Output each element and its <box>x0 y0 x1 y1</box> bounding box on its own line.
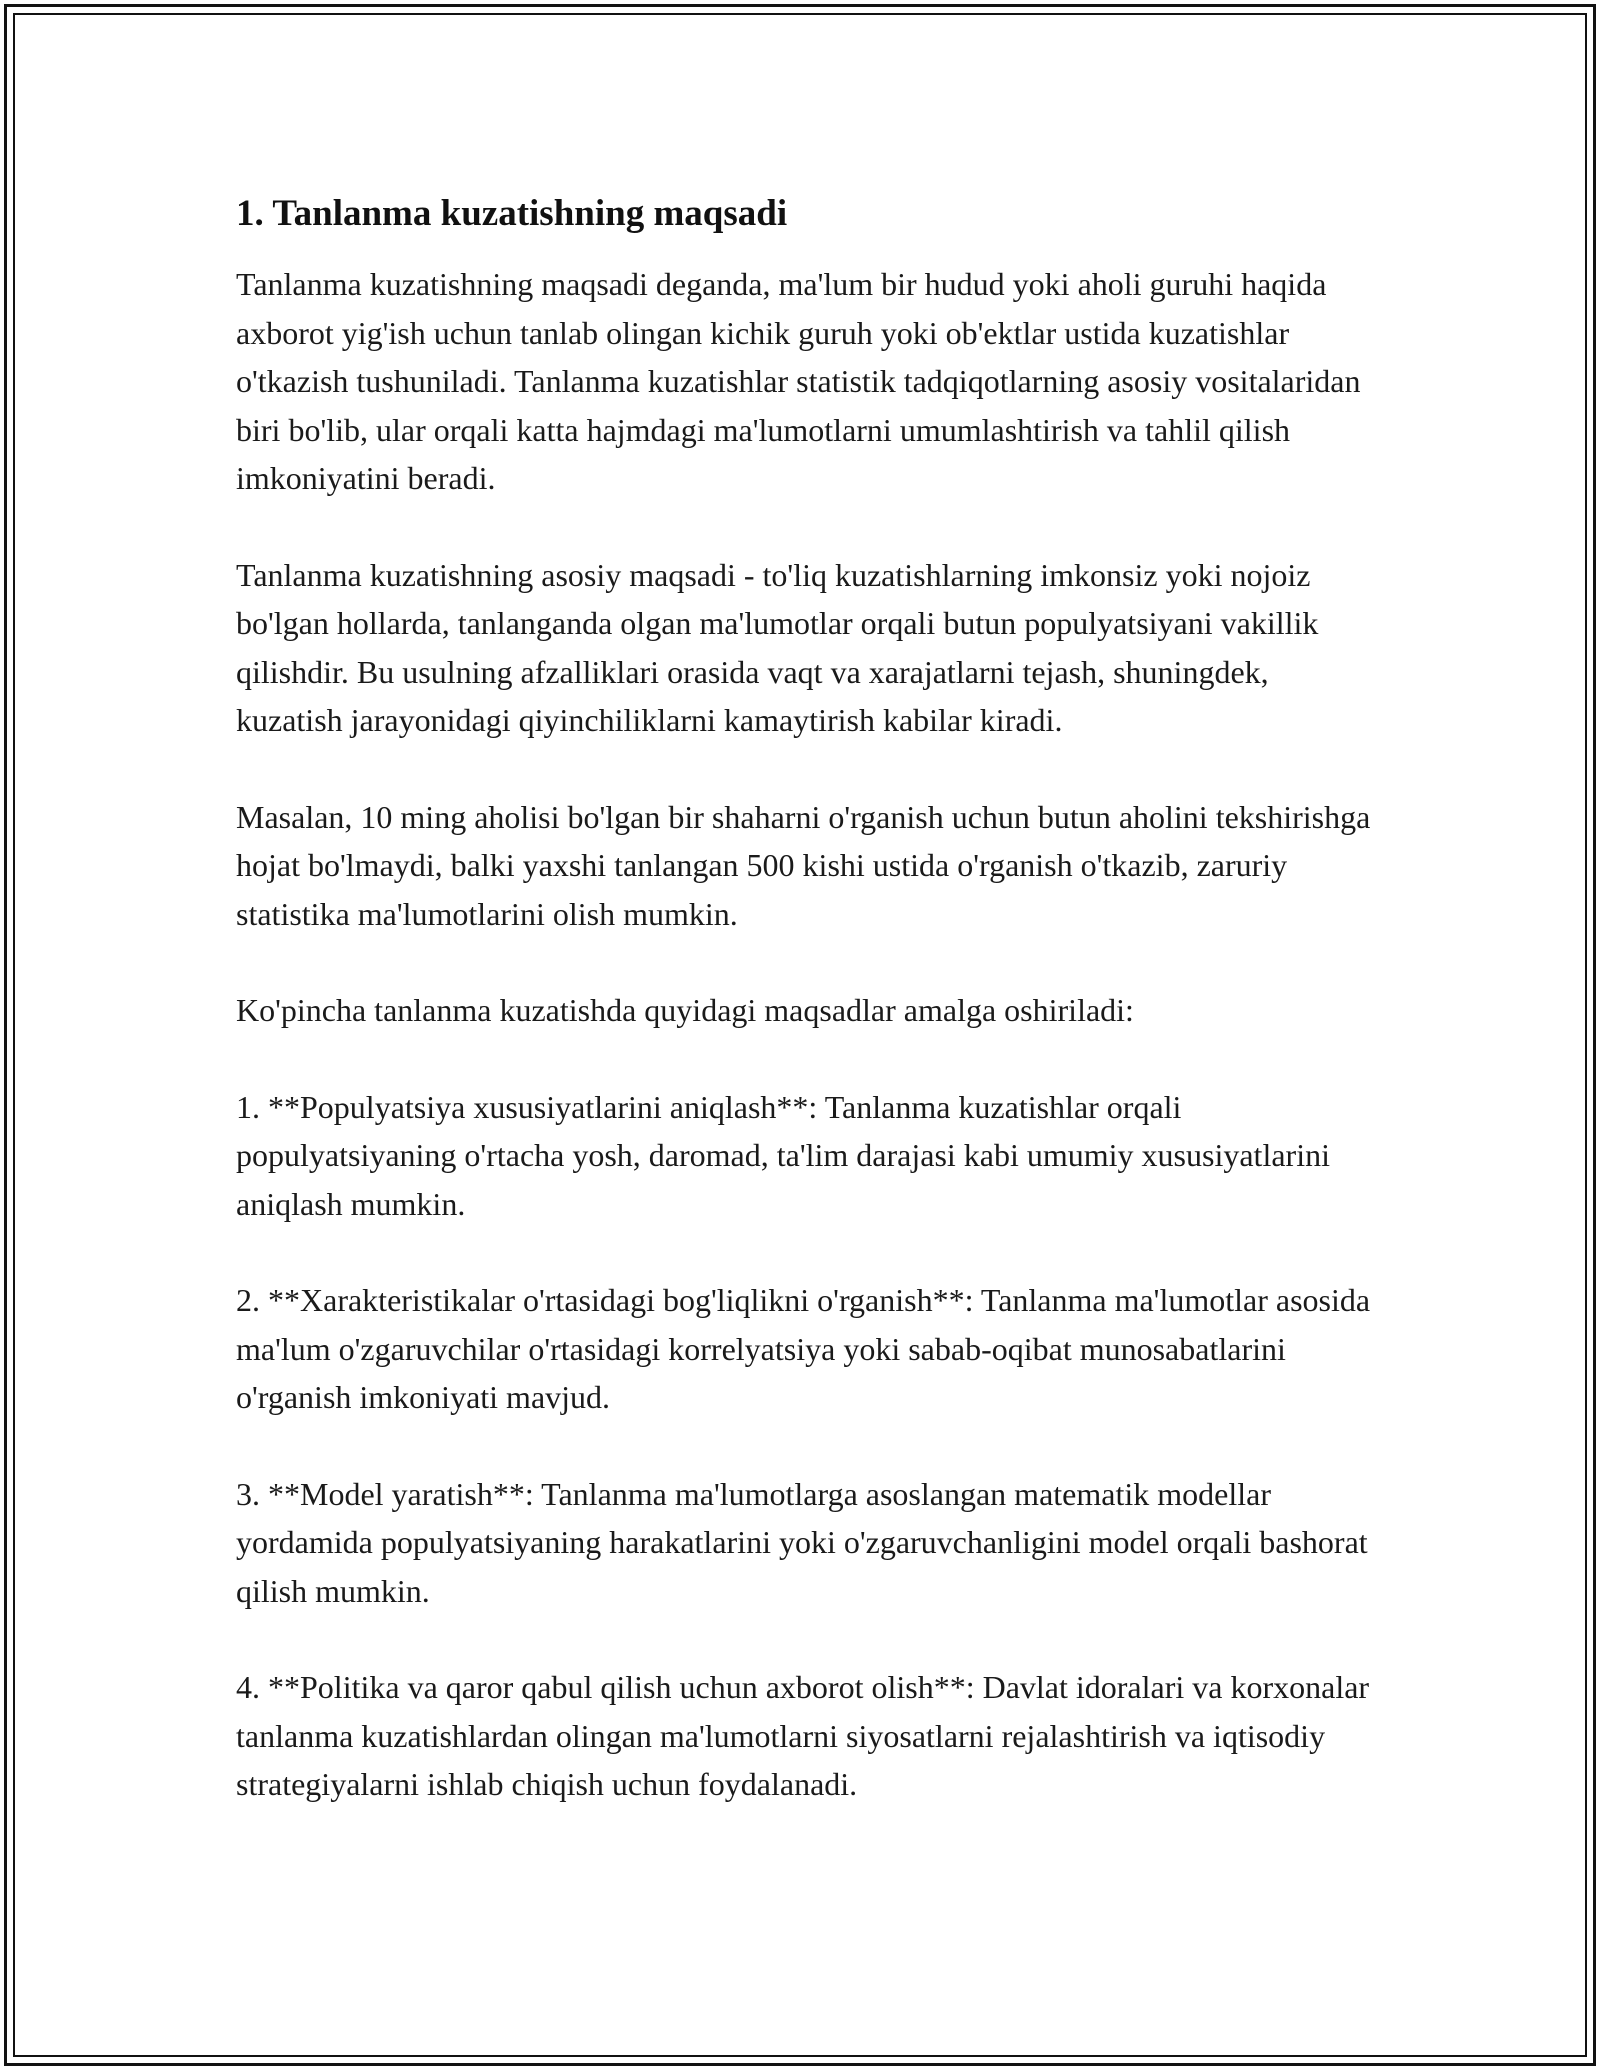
paragraph-example: Masalan, 10 ming aholisi bo'lgan bir shaharni o'rganish uchun butun aholini tekshirishga hojat bo'lmaydi, balki yaxshi tanlangan 500 kishi ustida o'rganish o'tkazib, zaruriy statistika ma'lumotlarini olish mumkin. <box>236 798 1371 932</box>
section-heading: 1. Tanlanma kuzatishning maqsadi <box>236 193 788 234</box>
list-item-4: 4. **Politika va qaror qabul qilish uchun axborot olish**: Davlat idoralari va korxonalar tanlanma kuzatishlardan olingan ma'lumotlarni siyosatlarni rejalashtirish va iqtisodiy strategiyalarni ishlab chiqish uchun foydalanadi. <box>236 1669 1370 1802</box>
document-body <box>236 190 1376 1809</box>
paragraph-intro: Tanlanma kuzatishning maqsadi deganda, ma'lum bir hudud yoki aholi guruhi haqida axborot yig'ish uchun tanlab olingan kichik guruh yoki ob'ektlar ustida kuzatishlar o'tkazish tushuniladi. Tanlanma kuzatishlar statistik tadqiqotlarning asosiy vositalaridan biri bo'lib, ular orqali katta hajmdagi ma'lumotlarni umumlashtirish va tahlil qilish imkoniyatini beradi. <box>236 266 1361 496</box>
paragraph-main-goal: Tanlanma kuzatishning asosiy maqsadi - to'liq kuzatishlarning imkonsiz yoki nojoiz bo'lgan hollarda, tanlanganda olgan ma'lumotlar orqali butun populyatsiyani vakillik qilishdir. Bu usulning afzalliklari orasida vaqt va xarajatlarni tejash, shuningdek, kuzatish jarayonidagi qiyinchiliklarni kamaytirish kabilar kiradi. <box>236 556 1319 738</box>
paragraph-list-intro: Ko'pincha tanlanma kuzatishda quyidagi maqsadlar amalga oshiriladi: <box>236 992 1134 1028</box>
list-item-2: 2. **Xarakteristikalar o'rtasidagi bog'liqlikni o'rganish**: Tanlanma ma'lumotlar asosida ma'lum o'zgaruvchilar o'rtasidagi korrelyatsiya yoki sabab-oqibat munosabatlarini o'rganish imkoniyati mavjud. <box>236 1282 1371 1415</box>
list-item-1: 1. **Populyatsiya xususiyatlarini aniqlash**: Tanlanma kuzatishlar orqali populyatsiyaning o'rtacha yosh, daromad, ta'lim darajasi kabi umumiy xususiyatlarini aniqlash mumkin. <box>236 1088 1330 1222</box>
list-item-3: 3. **Model yaratish**: Tanlanma ma'lumotlarga asoslangan matematik modellar yordamida populyatsiyaning harakatlarini yoki o'zgaruvchanligini model orqali bashorat qilish mumkin. <box>236 1475 1368 1609</box>
